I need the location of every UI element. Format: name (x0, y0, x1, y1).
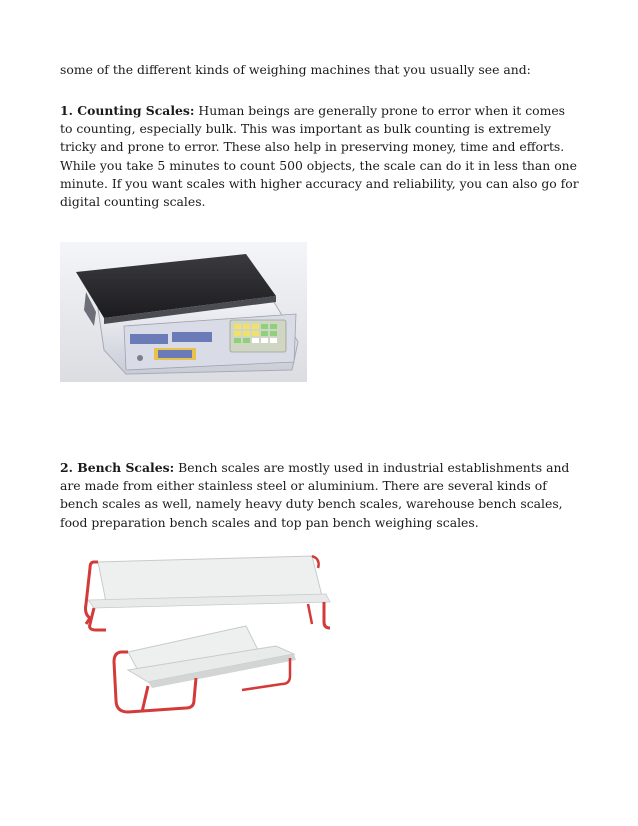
bench-bottom (114, 626, 296, 712)
bench-scales-text: Bench scales are mostly used in industrial establishments and are made from either stainless steel or aluminium. There are several kinds of bench scales as well, namely heavy duty bench scales, warehouse bench scales, food preparation bench scales and top pan bench weighing scales. (60, 460, 570, 530)
counting-scales-text: Human beings are generally prone to error when it comes to counting, especially bulk. This was important as bulk counting is extremely tricky and prone to error. These also help in preserving money, time and efforts. While you take 5 minutes to count 500 objects, the scale can do it in less than one minute. If you want scales with higher accuracy and reliability, you can also go for digital counting scales. (60, 103, 579, 210)
bench-scales-title: 2. Bench Scales: (60, 460, 175, 475)
intro-text: some of the different kinds of weighing machines that you usually see and: (60, 62, 531, 77)
counting-scale-image (60, 242, 307, 382)
bench-scales-paragraph (60, 459, 580, 532)
bench-image (76, 552, 338, 722)
counting-scales-paragraph (60, 102, 580, 211)
counting-scales-title: 1. Counting Scales: (60, 103, 195, 118)
bench-top (86, 556, 331, 630)
